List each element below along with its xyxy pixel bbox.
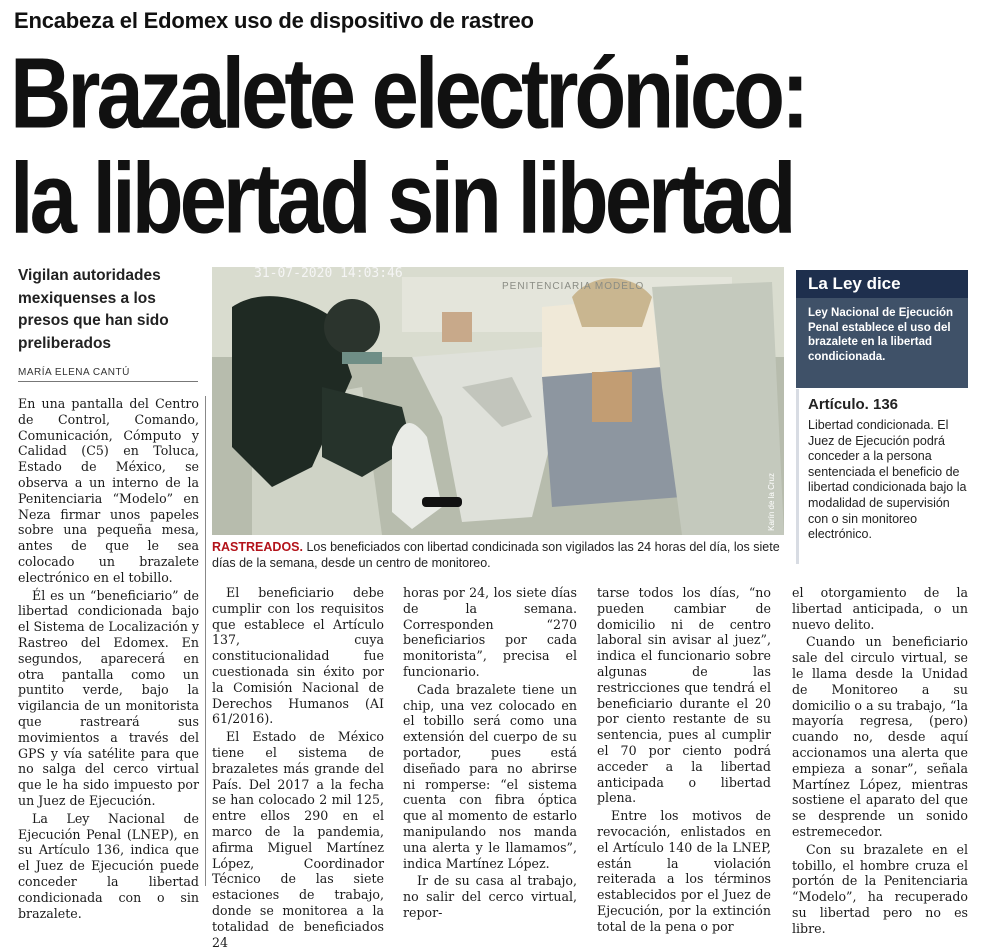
- sidebar-article-title: Artículo. 136: [808, 396, 899, 413]
- article-column-5: [792, 585, 968, 937]
- subhead: Vigilan autoridades mexiquenses a los presos que han sido preliberados: [18, 267, 169, 352]
- caption-lead: RASTREADOS.: [212, 540, 303, 554]
- caption-text: Los beneficiados con libertad condicinada son vigilados las 24 horas del día, los siete días de la semana, desde un centro de monitoreo.: [212, 540, 780, 570]
- kicker: Encabeza el Edomex uso de dispositivo de rastreo: [14, 8, 534, 33]
- article-column-3: [403, 585, 577, 921]
- photo-sign: PENITENCIARIA MODELO: [502, 281, 645, 292]
- paragraph: Él es un “beneficiario” de libertad condicionada bajo el Sistema de Localización y Rastreo del Edomex. En segundos, aparecerá en otra pantalla como un puntito verde, bajo la vigilancia de un monitorista que rastreará sus movimientos a través del GPS y vía satélite para que no salga del cerco virtual que le ha sido impuesto por un Juez de Ejecución.: [18, 587, 199, 808]
- paragraph: horas por 24, los siete días de la semana. Corresponden “270 beneficiarios por cada monitorista”, precisa el funcionario.: [403, 585, 577, 679]
- paragraph: tarse todos los días, “no pueden cambiar de domicilio ni de centro laboral sin avisar al juez”, indica el funcionario sobre algunas de las restricciones que tendrá el beneficiario durante el 20 por ciento restante de su sentencia, pues al cumplir el 70 por ciento podrá acceder a la libertad anticipada o libertad plena.: [597, 585, 771, 806]
- paragraph: La Ley Nacional de Ejecución Penal (LNEP), en su Artículo 136, indica que el Juez de Ejecución puede conceder la libertad condicionada con o sin brazalete.: [18, 810, 199, 921]
- byline: MARÍA ELENA CANTÚ: [18, 367, 198, 382]
- sidebar-summary: Ley Nacional de Ejecución Penal establece el uso del brazalete en la libertad condicionada.: [796, 298, 968, 388]
- photo-credit: Karín de la Cruz: [767, 473, 776, 531]
- news-photo: [212, 267, 784, 535]
- paragraph: El Estado de México tiene el sistema de brazaletes más grande del País. Del 2017 a la fecha se han colocado 2 mil 125, entre ellos 290 en el marco de la pandemia, afirma Miguel Martínez López, Coordinador Técnico de las siete estaciones de trabajo, donde se monitorea a la totalidad de beneficiados 24: [212, 729, 384, 950]
- photo-caption: [212, 539, 784, 571]
- paragraph: El beneficiario debe cumplir con los requisitos que establece el Artículo 137, cuya constitucionalidad fue cuestionada sin éxito por la Comisión Nacional de Derechos Humanos (AI 61/2016).: [212, 585, 384, 727]
- paragraph: Ir de su casa al trabajo, no salir del cerco virtual, repor-: [403, 873, 577, 920]
- sidebar-accent-bar: [796, 389, 799, 564]
- column-divider: [205, 396, 206, 886]
- article-column-2: [212, 585, 384, 950]
- paragraph: Entre los motivos de revocación, enlistados en el Artículo 140 de la LNEP, están la violación reiterada a los términos establecidos por el Juez de Ejecución, por la extinción total de la pena o por: [597, 808, 771, 934]
- article-column-1: [18, 396, 199, 921]
- sidebar-article-text: Libertad condicionada. El Juez de Ejecución podrá conceder a la persona sentenciada el beneficio de libertad condicionada bajo la modalidad de supervisión con o sin monitoreo electrónico.: [808, 418, 967, 542]
- headline-line-1: Brazalete electrónico:: [10, 37, 806, 150]
- paragraph: Cuando un beneficiario sale del circulo virtual, se le llama desde la Unidad de Monitoreo a su domicilio o a su trabajo, “la mayoría regresa, (pero) cuando no, desde aquí accionamos una alerta que empieza a sonar”, señala Martínez López, mientras sostiene el aparato del que se desprende un sonido estremecedor.: [792, 634, 968, 839]
- article-column-4: [597, 585, 771, 935]
- photo-illustration: [212, 267, 784, 535]
- paragraph: el otorgamiento de la libertad anticipada, o un nuevo delito.: [792, 585, 968, 632]
- photo-timestamp: 31-07-2020 14:03:46: [254, 267, 403, 281]
- paragraph: Cada brazalete tiene un chip, una vez colocado en el tobillo será como una extensión del cuerpo de su portador, pues está diseñado para no abrirse ni romperse: “el sistema cuenta con fibra óptica que al momento de estarlo manipulando nos manda una alerta y le llamamos”, indica Martínez López.: [403, 681, 577, 871]
- paragraph: En una pantalla del Centro de Control, Comando, Comunicación, Cómputo y Calidad (C5) en Toluca, Estado de México, se observa a un interno de la Penitenciaria “Modelo” en Neza firmar unos papeles sobre una pequeña mesa, antes de que le sea colocado un brazalete electrónico en el tobillo.: [18, 396, 199, 585]
- paragraph: Con su brazalete en el tobillo, el hombre cruza el portón de la Penitenciaria “Modelo”, ha recuperado su libertad pero no es libre.: [792, 841, 968, 936]
- sidebar-title: La Ley dice: [796, 270, 968, 298]
- headline-line-2: la libertad sin libertad: [10, 142, 793, 255]
